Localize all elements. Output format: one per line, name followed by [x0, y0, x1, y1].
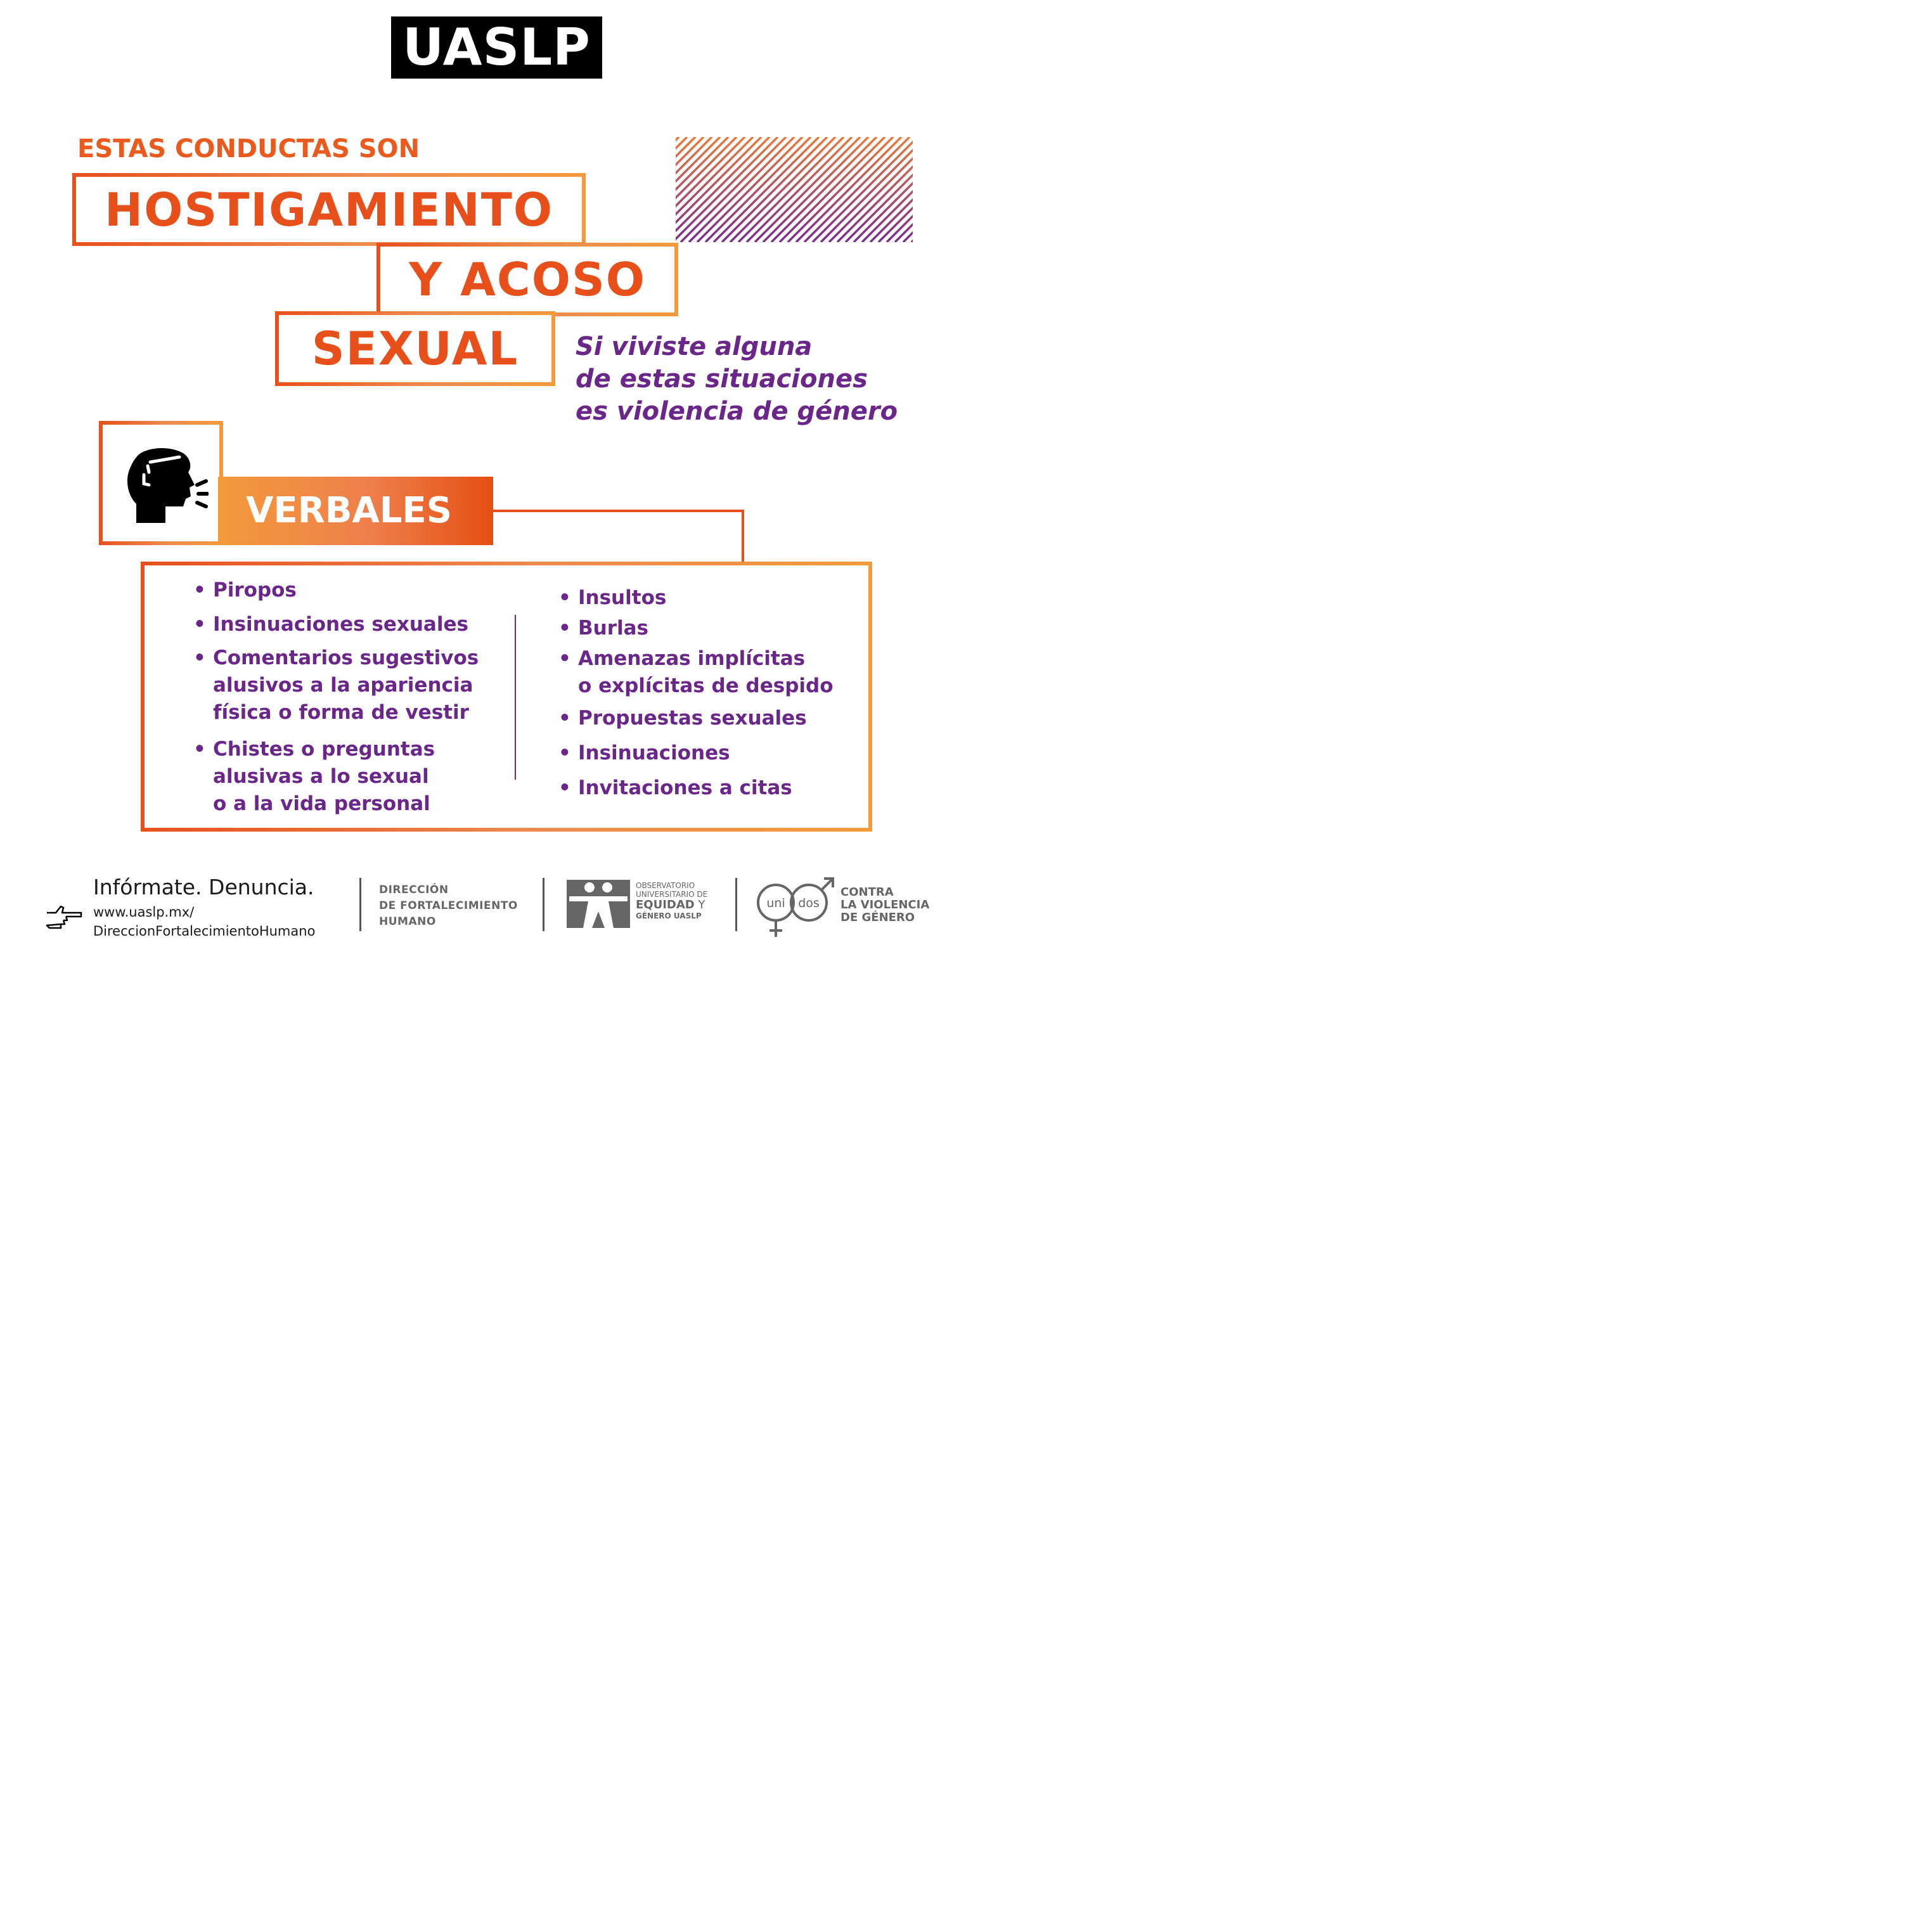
- speaking-head-icon: [113, 435, 209, 531]
- footer-separator-2: [543, 878, 544, 931]
- headline-box-1: [72, 173, 586, 246]
- headline-line-2: Y ACOSO: [408, 253, 647, 306]
- list-item: [193, 577, 479, 604]
- list-item: [193, 645, 479, 726]
- list-item-line: o explícitas de despido: [578, 674, 834, 697]
- org2-equidad: EQUIDAD: [636, 898, 695, 911]
- list-item-line: alusivas a lo sexual: [213, 765, 429, 788]
- list-item: [558, 615, 834, 642]
- uaslp-logo: UASLP: [391, 16, 602, 79]
- org-contra-violencia: [840, 886, 929, 924]
- list-item: [558, 705, 834, 732]
- org-observatorio: [636, 881, 707, 920]
- org1-line-1: DIRECCIÓN: [379, 884, 449, 896]
- list-item-line: • Piropos: [213, 579, 297, 602]
- tagline: [576, 331, 898, 428]
- tagline-line-1: Si viviste alguna: [576, 332, 813, 361]
- footer-separator-3: [735, 878, 737, 931]
- list-item: [558, 775, 834, 802]
- org3-line-2: LA VIOLENCIA: [840, 898, 930, 911]
- tagline-line-2: de estas situaciones: [576, 364, 868, 394]
- headline-line-3: SEXUAL: [311, 322, 519, 375]
- footer-slogan: Infórmate. Denuncia.: [93, 875, 314, 899]
- org1-line-2: DE FORTALECIMIENTO: [379, 899, 518, 912]
- observatorio-logo-icon: [567, 880, 630, 928]
- list-item: [193, 736, 479, 818]
- icon-box: [99, 421, 223, 545]
- list-right: [558, 584, 834, 802]
- diagonal-hatch-decoration: [676, 137, 913, 242]
- list-item-line: • Propuestas sexuales: [578, 707, 807, 730]
- list-item-line: • Amenazas implícitas: [578, 647, 806, 670]
- list-item-line: o a la vida personal: [213, 792, 430, 815]
- list-item-line: • Invitaciones a citas: [578, 776, 792, 799]
- list-item-line: • Burlas: [578, 617, 648, 640]
- footer-separator-1: [359, 878, 361, 931]
- section-label: VERBALES: [246, 490, 453, 531]
- connector-line: [492, 507, 745, 565]
- dos-text: dos: [798, 896, 820, 910]
- headline-kicker: ESTAS CONDUCTAS SON: [77, 134, 420, 164]
- list-item-line: • Insultos: [578, 586, 667, 609]
- footer-url-line-2[interactable]: DireccionFortalecimientoHumano: [93, 924, 316, 939]
- pointing-hand-icon: [44, 901, 84, 933]
- list-item: [558, 645, 834, 700]
- org2-line-4: GÉNERO UASLP: [636, 911, 702, 920]
- headline-box-2: [377, 243, 678, 316]
- list-item-line: • Insinuaciones sexuales: [213, 613, 468, 636]
- org3-line-3: DE GÉNERO: [840, 911, 915, 924]
- tagline-line-3: es violencia de género: [576, 397, 898, 426]
- org3-line-1: CONTRA: [840, 886, 894, 899]
- headline-line-1: HOSTIGAMIENTO: [104, 183, 554, 236]
- org2-line-1: OBSERVATORIO: [636, 881, 695, 890]
- list-item-line: alusivos a la apariencia: [213, 674, 473, 697]
- uni-text: uni: [766, 896, 785, 910]
- unidos-gender-symbols-icon: [754, 875, 837, 941]
- list-item: [558, 740, 834, 767]
- org2-y: Y: [694, 898, 705, 911]
- list-left: [193, 577, 479, 818]
- footer-url-line-1[interactable]: www.uaslp.mx/: [93, 905, 195, 920]
- list-item: [193, 611, 479, 638]
- list-item-line: • Insinuaciones: [578, 742, 730, 764]
- list-item: [558, 584, 834, 612]
- list-item-line: • Comentarios sugestivos: [213, 647, 479, 669]
- org2-line-2: UNIVERSITARIO DE: [636, 890, 708, 899]
- org2-line-3: [636, 899, 707, 911]
- list-item-line: física o forma de vestir: [213, 701, 469, 724]
- headline-box-3: [275, 311, 555, 386]
- list-divider: [515, 615, 516, 780]
- list-item-line: • Chistes o preguntas: [213, 738, 435, 761]
- org-direccion: [379, 882, 518, 930]
- org1-line-3: HUMANO: [379, 915, 436, 928]
